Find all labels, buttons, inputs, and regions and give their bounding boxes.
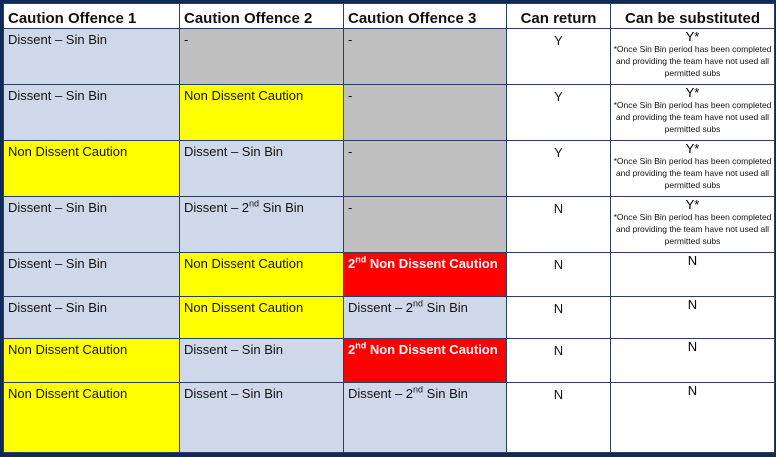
table-row	[4, 297, 775, 339]
offence-1-cell: Non Dissent Caution	[4, 339, 180, 383]
offence-1-cell: Non Dissent Caution	[4, 141, 180, 197]
offence-3-text-pre: 2	[348, 342, 356, 357]
can-substitute-cell	[611, 253, 775, 297]
substitute-value: Y*	[685, 141, 700, 156]
table-row	[4, 29, 775, 85]
ordinal-suffix: nd	[355, 254, 367, 265]
ordinal-suffix: nd	[355, 340, 367, 351]
substitute-value: N	[687, 253, 698, 268]
offence-3-cell: -	[344, 141, 507, 197]
offence-1-cell: Dissent – Sin Bin	[4, 297, 180, 339]
offence-2-cell: -	[180, 29, 344, 85]
substitute-value: Y*	[685, 197, 700, 212]
can-return-cell: N	[507, 383, 611, 453]
header-can-return: Can return	[507, 4, 611, 29]
offence-3-text-post: Sin Bin	[423, 386, 468, 401]
header-caution-offence-3: Caution Offence 3	[344, 4, 507, 29]
table-row	[4, 141, 775, 197]
offence-3-cell: -	[344, 197, 507, 253]
substitute-value: N	[687, 297, 698, 312]
offence-1-cell: Dissent – Sin Bin	[4, 29, 180, 85]
offence-3-cell	[344, 253, 507, 297]
offence-2-text-post: Sin Bin	[259, 200, 304, 215]
can-substitute-cell	[611, 85, 775, 141]
offence-2-cell: Dissent – Sin Bin	[180, 383, 344, 453]
can-return-cell: Y	[507, 29, 611, 85]
can-return-cell: N	[507, 253, 611, 297]
offence-3-cell	[344, 383, 507, 453]
substitute-note: *Once Sin Bin period has been completed and providing the team have not used all permitted subs	[613, 212, 772, 246]
header-row	[4, 4, 775, 29]
offence-3-cell	[344, 297, 507, 339]
offence-3-text-post: Non Dissent Caution	[366, 256, 498, 271]
can-substitute-cell	[611, 383, 775, 453]
table-row	[4, 383, 775, 453]
offence-1-cell: Dissent – Sin Bin	[4, 197, 180, 253]
substitute-value: Y*	[685, 85, 700, 100]
offence-2-cell	[180, 197, 344, 253]
header-caution-offence-2: Caution Offence 2	[180, 4, 344, 29]
can-return-cell: N	[507, 297, 611, 339]
offence-3-text-post: Non Dissent Caution	[366, 342, 498, 357]
offence-1-cell: Non Dissent Caution	[4, 383, 180, 453]
ordinal-suffix: nd	[413, 384, 424, 395]
offence-2-cell: Non Dissent Caution	[180, 85, 344, 141]
can-substitute-cell	[611, 339, 775, 383]
ordinal-suffix: nd	[249, 198, 260, 209]
substitute-value: Y*	[685, 29, 700, 44]
offence-2-cell: Dissent – Sin Bin	[180, 339, 344, 383]
can-return-cell: N	[507, 339, 611, 383]
offence-1-cell: Dissent – Sin Bin	[4, 253, 180, 297]
substitute-value: N	[687, 383, 698, 398]
can-return-cell: Y	[507, 85, 611, 141]
offence-1-cell: Dissent – Sin Bin	[4, 85, 180, 141]
ordinal-suffix: nd	[413, 298, 424, 309]
can-substitute-cell	[611, 297, 775, 339]
offence-3-text-pre: Dissent – 2	[348, 386, 414, 401]
offence-3-cell	[344, 339, 507, 383]
offence-3-text-pre: 2	[348, 256, 356, 271]
can-return-cell: Y	[507, 141, 611, 197]
offence-3-text-pre: Dissent – 2	[348, 300, 414, 315]
offence-3-cell: -	[344, 29, 507, 85]
offence-2-text-pre: Dissent – 2	[184, 200, 250, 215]
table-row	[4, 253, 775, 297]
offence-2-cell: Non Dissent Caution	[180, 253, 344, 297]
can-substitute-cell	[611, 197, 775, 253]
table-row	[4, 339, 775, 383]
offence-3-text-post: Sin Bin	[423, 300, 468, 315]
substitute-note: *Once Sin Bin period has been completed and providing the team have not used all permitted subs	[613, 156, 772, 190]
sin-bin-table	[3, 3, 775, 453]
header-caution-offence-1: Caution Offence 1	[4, 4, 180, 29]
offence-2-cell: Non Dissent Caution	[180, 297, 344, 339]
header-can-be-substituted: Can be substituted	[611, 4, 775, 29]
substitute-note: *Once Sin Bin period has been completed and providing the team have not used all permitted subs	[613, 44, 772, 78]
table-row	[4, 197, 775, 253]
offence-2-cell: Dissent – Sin Bin	[180, 141, 344, 197]
substitute-note: *Once Sin Bin period has been completed and providing the team have not used all permitted subs	[613, 100, 772, 134]
can-substitute-cell	[611, 141, 775, 197]
can-substitute-cell	[611, 29, 775, 85]
substitute-value: N	[687, 339, 698, 354]
offence-3-cell: -	[344, 85, 507, 141]
table-row	[4, 85, 775, 141]
can-return-cell: N	[507, 197, 611, 253]
